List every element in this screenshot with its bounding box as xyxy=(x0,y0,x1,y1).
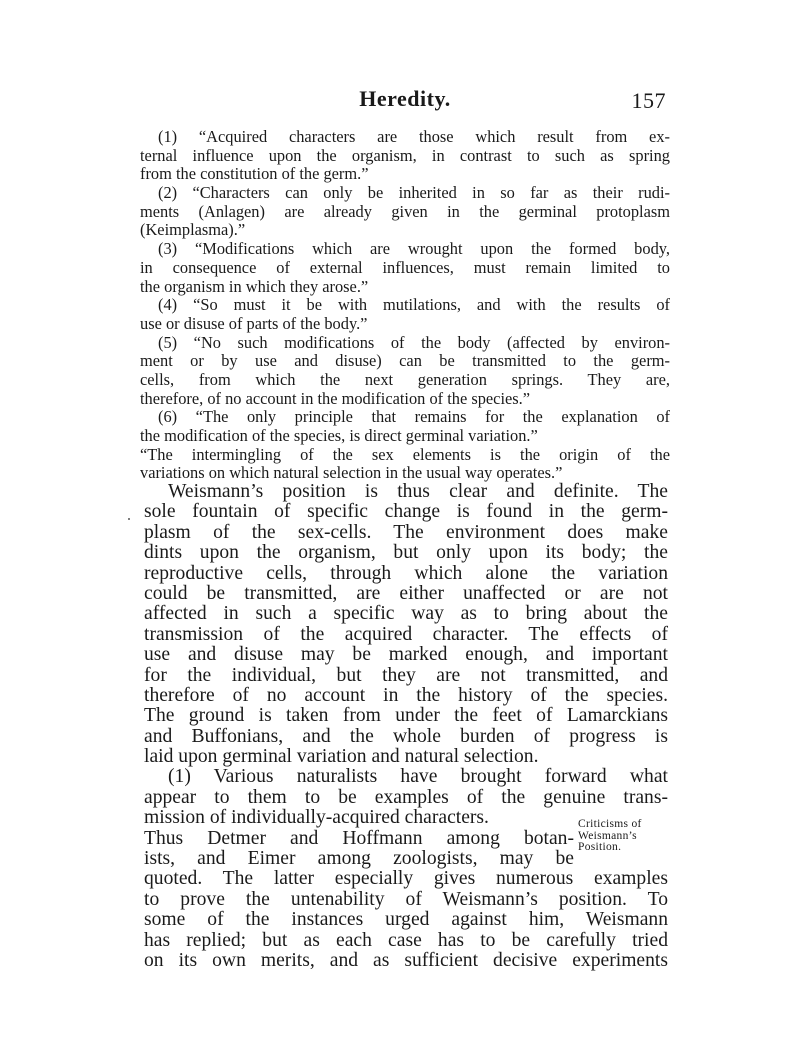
quote-line: (2) “Characters can only be inherited in so far as their rudi- xyxy=(158,183,670,203)
quote-line: ternal influence upon the organism, in contrast to such as spring xyxy=(140,145,670,165)
body-line: for the individual, but they are not transmitted, and xyxy=(144,664,668,686)
body-line: reproductive cells, through which alone the variation xyxy=(144,562,668,584)
body-line: some of the instances urged against him, Weismann xyxy=(144,909,668,931)
quote-line: “The intermingling of the sex elements is the origin of the xyxy=(140,444,670,464)
margin-note xyxy=(578,819,678,854)
running-head xyxy=(140,86,670,116)
body-line: therefore of no account in the history of the species. xyxy=(144,684,668,706)
margin-note-line: Criticisms of xyxy=(578,818,642,830)
quote-line: the modification of the species, is direct germinal variation.” xyxy=(140,426,538,445)
quote-line: the organism in which they arose.” xyxy=(140,276,369,296)
quote-line: (3) “Modifications which are wrought upon the formed body, xyxy=(158,239,670,259)
body-line: quoted. The latter especially gives numerous examples xyxy=(144,868,668,890)
body-text xyxy=(144,482,668,971)
quote-line: from the constitution of the germ.” xyxy=(140,164,369,184)
body-line: to prove the untenability of Weismann’s position. To xyxy=(144,888,668,910)
body-line: mission of individually-acquired characters. xyxy=(144,807,489,829)
margin-note-line: Position. xyxy=(578,841,622,853)
body-line: Weismann’s position is thus clear and definite. The xyxy=(168,481,668,502)
body-line: appear to them to be examples of the genuine trans- xyxy=(144,786,668,808)
body-line: The ground is taken from under the feet of Lamarckians xyxy=(144,705,668,727)
quote-line: use or disuse of parts of the body.” xyxy=(140,313,368,333)
body-line: plasm of the sex-cells. The environment does make xyxy=(144,521,668,543)
quote-line: variations on which natural selection in the usual way operates.” xyxy=(140,463,563,483)
body-line: and Buffonians, and the whole burden of progress is xyxy=(144,725,668,747)
body-line: ists, and Eimer among zoologists, may be xyxy=(144,848,574,870)
body-line: could be transmitted, are either unaffected or are not xyxy=(144,582,668,604)
quote-line: (6) “The only principle that remains for the explanation of xyxy=(158,407,670,427)
body-line: has replied; but as each case has to be carefully tried xyxy=(144,929,668,951)
quote-line: (1) “Acquired characters are those which result from ex- xyxy=(158,127,670,146)
body-line: (1) Various naturalists have brought forward what xyxy=(168,766,668,788)
quote-line: ments (Anlagen) are already given in the germinal protoplasm xyxy=(140,201,670,221)
page-number: 157 xyxy=(631,88,666,113)
quote-line: cells, from which the next generation springs. They are, xyxy=(140,369,670,389)
body-line: dints upon the organism, but only upon its body; the xyxy=(144,542,668,564)
quote-line: (4) “So must it be with mutilations, and with the results of xyxy=(158,295,670,315)
quote-line: (5) “No such modifications of the body (affected by environ- xyxy=(158,332,670,352)
body-line: on its own merits, and as sufficient decisive experiments xyxy=(144,949,668,971)
body-line: use and disuse may be marked enough, and important xyxy=(144,644,668,666)
quote-line: ment or by use and disuse) can be transmitted to the germ- xyxy=(140,351,670,371)
quote-line: therefore, of no account in the modification of the species.” xyxy=(140,388,531,408)
margin-note-line: Weismann’s xyxy=(578,829,637,842)
chapter-title: Heredity. xyxy=(359,86,451,111)
body-line: Thus Detmer and Hoffmann among botan- xyxy=(144,827,574,849)
quote-line: in consequence of external influences, must remain limited to xyxy=(140,257,670,277)
body-line: transmission of the acquired character. The effects of xyxy=(144,623,668,645)
quote-line: (Keimplasma).” xyxy=(140,220,246,240)
print-speck xyxy=(128,518,130,520)
body-line: laid upon germinal variation and natural selection. xyxy=(144,746,539,768)
quoted-propositions xyxy=(140,128,670,483)
body-line: affected in such a specific way as to bring about the xyxy=(144,603,668,625)
body-line: sole fountain of specific change is found in the germ- xyxy=(144,501,668,523)
